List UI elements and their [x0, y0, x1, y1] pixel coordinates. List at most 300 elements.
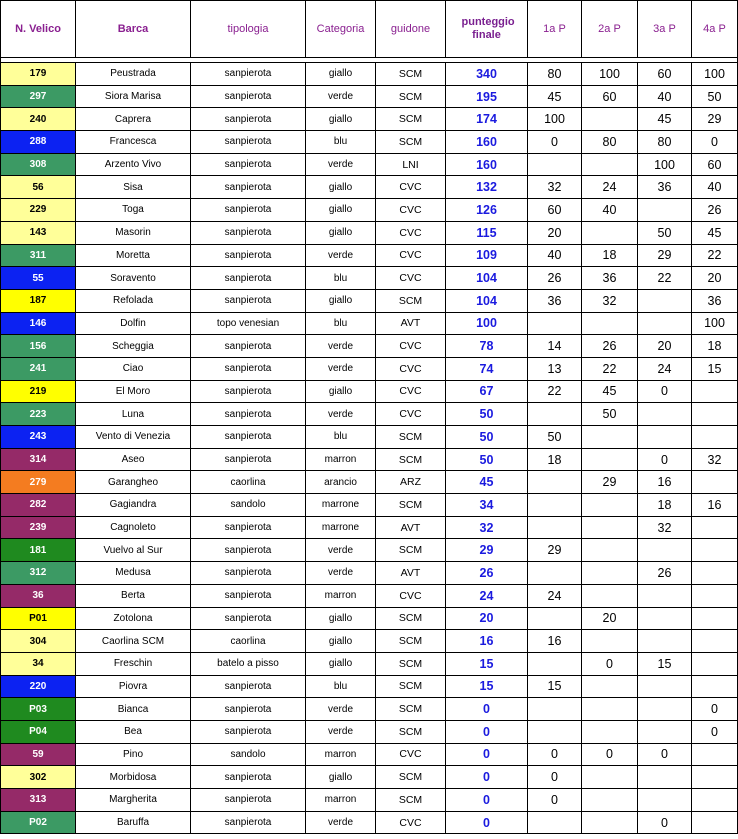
p2-cell [582, 766, 638, 789]
tipologia-cell: sanpierota [191, 516, 306, 539]
p4-cell [692, 652, 738, 675]
n-velico-cell: 243 [1, 426, 76, 449]
table-row [1, 85, 738, 108]
p1-cell: 24 [528, 584, 582, 607]
table-row [1, 131, 738, 154]
p3-cell [638, 312, 692, 335]
tipologia-cell: sanpierota [191, 720, 306, 743]
guidone-cell: SCM [376, 789, 446, 812]
p1-cell: 29 [528, 539, 582, 562]
n-velico-cell: 279 [1, 471, 76, 494]
barca-cell: Freschin [76, 652, 191, 675]
tipologia-cell: sanpierota [191, 766, 306, 789]
p3-cell: 60 [638, 63, 692, 86]
punteggio-cell: 115 [446, 221, 528, 244]
p4-cell: 0 [692, 720, 738, 743]
p4-cell: 16 [692, 494, 738, 517]
header-3a-p: 3a P [638, 1, 692, 58]
guidone-cell: SCM [376, 766, 446, 789]
guidone-cell: SCM [376, 720, 446, 743]
p1-cell: 18 [528, 448, 582, 471]
p1-cell: 0 [528, 766, 582, 789]
p3-cell: 22 [638, 267, 692, 290]
p1-cell [528, 562, 582, 585]
guidone-cell: SCM [376, 448, 446, 471]
p1-cell: 22 [528, 380, 582, 403]
punteggio-cell: 195 [446, 85, 528, 108]
p3-cell: 36 [638, 176, 692, 199]
p3-cell [638, 426, 692, 449]
p4-cell [692, 766, 738, 789]
categoria-cell: blu [306, 426, 376, 449]
guidone-cell: ARZ [376, 471, 446, 494]
header-punteggio-finale [446, 1, 528, 58]
p3-cell: 45 [638, 108, 692, 131]
table-row [1, 426, 738, 449]
p2-cell: 0 [582, 652, 638, 675]
tipologia-cell: topo venesian [191, 312, 306, 335]
guidone-cell: SCM [376, 607, 446, 630]
barca-cell: Siora Marisa [76, 85, 191, 108]
categoria-cell: giallo [306, 630, 376, 653]
guidone-cell: CVC [376, 380, 446, 403]
p2-cell: 20 [582, 607, 638, 630]
tipologia-cell: sanpierota [191, 357, 306, 380]
p4-cell [692, 630, 738, 653]
categoria-cell: verde [306, 403, 376, 426]
barca-cell: Garangheo [76, 471, 191, 494]
n-velico-cell: P01 [1, 607, 76, 630]
barca-cell: Pino [76, 743, 191, 766]
table-row [1, 199, 738, 222]
table-row [1, 720, 738, 743]
barca-cell: Berta [76, 584, 191, 607]
n-velico-cell: 229 [1, 199, 76, 222]
p1-cell [528, 494, 582, 517]
p3-cell: 0 [638, 380, 692, 403]
categoria-cell: verde [306, 539, 376, 562]
tipologia-cell: sanpierota [191, 153, 306, 176]
p3-cell [638, 630, 692, 653]
p2-cell: 40 [582, 199, 638, 222]
p4-cell [692, 380, 738, 403]
categoria-cell: giallo [306, 221, 376, 244]
p1-cell: 20 [528, 221, 582, 244]
tipologia-cell: sanpierota [191, 584, 306, 607]
categoria-cell: verde [306, 562, 376, 585]
table-row [1, 652, 738, 675]
n-velico-cell: 187 [1, 289, 76, 312]
p4-cell: 0 [692, 698, 738, 721]
p1-cell: 16 [528, 630, 582, 653]
p1-cell: 14 [528, 335, 582, 358]
table-row [1, 244, 738, 267]
barca-cell: Luna [76, 403, 191, 426]
p3-cell: 100 [638, 153, 692, 176]
categoria-cell: giallo [306, 607, 376, 630]
p4-cell [692, 403, 738, 426]
p1-cell [528, 516, 582, 539]
p4-cell: 100 [692, 63, 738, 86]
table-row [1, 789, 738, 812]
p3-cell [638, 199, 692, 222]
p3-cell: 16 [638, 471, 692, 494]
tipologia-cell: sanpierota [191, 176, 306, 199]
p4-cell: 26 [692, 199, 738, 222]
p4-cell: 22 [692, 244, 738, 267]
barca-cell: El Moro [76, 380, 191, 403]
p2-cell [582, 426, 638, 449]
p1-cell [528, 720, 582, 743]
p2-cell: 18 [582, 244, 638, 267]
p4-cell [692, 584, 738, 607]
punteggio-cell: 45 [446, 471, 528, 494]
p3-cell: 18 [638, 494, 692, 517]
punteggio-cell: 78 [446, 335, 528, 358]
categoria-cell: giallo [306, 176, 376, 199]
categoria-cell: verde [306, 244, 376, 267]
p2-cell: 29 [582, 471, 638, 494]
table-row [1, 403, 738, 426]
p3-cell [638, 584, 692, 607]
table-row [1, 289, 738, 312]
punteggio-cell: 100 [446, 312, 528, 335]
p1-cell: 15 [528, 675, 582, 698]
tipologia-cell: sanpierota [191, 108, 306, 131]
n-velico-cell: P04 [1, 720, 76, 743]
punteggio-cell: 0 [446, 811, 528, 834]
p4-cell [692, 743, 738, 766]
n-velico-cell: 240 [1, 108, 76, 131]
header-1a-p: 1a P [528, 1, 582, 58]
categoria-cell: giallo [306, 108, 376, 131]
table-row [1, 335, 738, 358]
barca-cell: Peustrada [76, 63, 191, 86]
tipologia-cell: caorlina [191, 471, 306, 494]
p1-cell: 0 [528, 789, 582, 812]
guidone-cell: SCM [376, 652, 446, 675]
punteggio-cell: 132 [446, 176, 528, 199]
guidone-cell: SCM [376, 675, 446, 698]
categoria-cell: giallo [306, 766, 376, 789]
p1-cell [528, 698, 582, 721]
categoria-cell: marrone [306, 516, 376, 539]
punteggio-cell: 74 [446, 357, 528, 380]
p2-cell: 45 [582, 380, 638, 403]
table-row [1, 63, 738, 86]
punteggio-cell: 50 [446, 426, 528, 449]
categoria-cell: verde [306, 720, 376, 743]
p3-cell [638, 720, 692, 743]
header-2a-p: 2a P [582, 1, 638, 58]
barca-cell: Caprera [76, 108, 191, 131]
p4-cell: 20 [692, 267, 738, 290]
categoria-cell: giallo [306, 289, 376, 312]
barca-cell: Bea [76, 720, 191, 743]
p3-cell: 32 [638, 516, 692, 539]
p3-cell [638, 675, 692, 698]
n-velico-cell: 308 [1, 153, 76, 176]
n-velico-cell: 55 [1, 267, 76, 290]
n-velico-cell: 34 [1, 652, 76, 675]
barca-cell: Dolfin [76, 312, 191, 335]
punteggio-cell: 50 [446, 448, 528, 471]
p2-cell: 32 [582, 289, 638, 312]
table-row [1, 380, 738, 403]
n-velico-cell: 314 [1, 448, 76, 471]
punteggio-cell: 50 [446, 403, 528, 426]
guidone-cell: CVC [376, 403, 446, 426]
table-body [1, 63, 738, 834]
p4-cell: 15 [692, 357, 738, 380]
tipologia-cell: sanpierota [191, 562, 306, 585]
p2-cell: 36 [582, 267, 638, 290]
tipologia-cell: sanpierota [191, 448, 306, 471]
p2-cell [582, 789, 638, 812]
tipologia-cell: sanpierota [191, 380, 306, 403]
p4-cell: 36 [692, 289, 738, 312]
p3-cell: 20 [638, 335, 692, 358]
n-velico-cell: 239 [1, 516, 76, 539]
table-row [1, 630, 738, 653]
punteggio-cell: 15 [446, 675, 528, 698]
table-row [1, 539, 738, 562]
p2-cell: 100 [582, 63, 638, 86]
p1-cell [528, 312, 582, 335]
p2-cell: 50 [582, 403, 638, 426]
punteggio-cell: 26 [446, 562, 528, 585]
punteggio-cell: 0 [446, 743, 528, 766]
p1-cell: 60 [528, 199, 582, 222]
tipologia-cell: sanpierota [191, 698, 306, 721]
p2-cell [582, 108, 638, 131]
categoria-cell: giallo [306, 63, 376, 86]
barca-cell: Piovra [76, 675, 191, 698]
n-velico-cell: 311 [1, 244, 76, 267]
barca-cell: Morbidosa [76, 766, 191, 789]
tipologia-cell: sanpierota [191, 811, 306, 834]
p1-cell [528, 607, 582, 630]
n-velico-cell: 297 [1, 85, 76, 108]
table-row [1, 357, 738, 380]
punteggio-cell: 126 [446, 199, 528, 222]
header-4a-p: 4a P [692, 1, 738, 58]
barca-cell: Scheggia [76, 335, 191, 358]
categoria-cell: giallo [306, 199, 376, 222]
barca-cell: Arzento Vivo [76, 153, 191, 176]
barca-cell: Masorin [76, 221, 191, 244]
header-punteggio-text: punteggio finale [461, 16, 515, 41]
guidone-cell: CVC [376, 176, 446, 199]
guidone-cell: SCM [376, 85, 446, 108]
categoria-cell: blu [306, 675, 376, 698]
table-row [1, 471, 738, 494]
barca-cell: Bianca [76, 698, 191, 721]
guidone-cell: SCM [376, 131, 446, 154]
n-velico-cell: 156 [1, 335, 76, 358]
tipologia-cell: sanpierota [191, 607, 306, 630]
p3-cell: 0 [638, 448, 692, 471]
header-row [1, 1, 738, 58]
tipologia-cell: sanpierota [191, 335, 306, 358]
p4-cell [692, 811, 738, 834]
categoria-cell: giallo [306, 652, 376, 675]
table-row [1, 267, 738, 290]
barca-cell: Medusa [76, 562, 191, 585]
p2-cell: 80 [582, 131, 638, 154]
p4-cell: 29 [692, 108, 738, 131]
punteggio-cell: 16 [446, 630, 528, 653]
categoria-cell: verde [306, 357, 376, 380]
p3-cell: 50 [638, 221, 692, 244]
p4-cell [692, 607, 738, 630]
p1-cell [528, 811, 582, 834]
guidone-cell: CVC [376, 584, 446, 607]
barca-cell: Aseo [76, 448, 191, 471]
tipologia-cell: sandolo [191, 743, 306, 766]
p1-cell [528, 403, 582, 426]
punteggio-cell: 67 [446, 380, 528, 403]
p3-cell: 0 [638, 811, 692, 834]
p1-cell: 40 [528, 244, 582, 267]
p2-cell [582, 221, 638, 244]
guidone-cell: SCM [376, 698, 446, 721]
punteggio-cell: 104 [446, 267, 528, 290]
categoria-cell: verde [306, 811, 376, 834]
categoria-cell: verde [306, 153, 376, 176]
p4-cell [692, 516, 738, 539]
p1-cell [528, 153, 582, 176]
tipologia-cell: sanpierota [191, 289, 306, 312]
p4-cell: 50 [692, 85, 738, 108]
p3-cell: 24 [638, 357, 692, 380]
p2-cell [582, 562, 638, 585]
punteggio-cell: 109 [446, 244, 528, 267]
categoria-cell: blu [306, 131, 376, 154]
guidone-cell: CVC [376, 199, 446, 222]
punteggio-cell: 32 [446, 516, 528, 539]
p3-cell [638, 698, 692, 721]
categoria-cell: giallo [306, 380, 376, 403]
categoria-cell: marron [306, 448, 376, 471]
tipologia-cell: sanpierota [191, 63, 306, 86]
tipologia-cell: sandolo [191, 494, 306, 517]
p2-cell [582, 494, 638, 517]
p1-cell: 45 [528, 85, 582, 108]
p4-cell: 40 [692, 176, 738, 199]
p1-cell: 0 [528, 131, 582, 154]
guidone-cell: AVT [376, 312, 446, 335]
table-row [1, 584, 738, 607]
p2-cell [582, 153, 638, 176]
p4-cell [692, 471, 738, 494]
categoria-cell: marron [306, 743, 376, 766]
barca-cell: Toga [76, 199, 191, 222]
p3-cell [638, 539, 692, 562]
p2-cell [582, 312, 638, 335]
punteggio-cell: 24 [446, 584, 528, 607]
p2-cell [582, 539, 638, 562]
table-row [1, 698, 738, 721]
table-row [1, 743, 738, 766]
n-velico-cell: 282 [1, 494, 76, 517]
categoria-cell: blu [306, 312, 376, 335]
p2-cell: 60 [582, 85, 638, 108]
p3-cell: 26 [638, 562, 692, 585]
guidone-cell: SCM [376, 426, 446, 449]
p3-cell: 40 [638, 85, 692, 108]
table-row [1, 516, 738, 539]
header-tipologia: tipologia [191, 1, 306, 58]
p3-cell: 80 [638, 131, 692, 154]
tipologia-cell: sanpierota [191, 403, 306, 426]
p1-cell: 13 [528, 357, 582, 380]
p3-cell [638, 766, 692, 789]
tipologia-cell: caorlina [191, 630, 306, 653]
guidone-cell: AVT [376, 562, 446, 585]
table-row [1, 675, 738, 698]
guidone-cell: SCM [376, 539, 446, 562]
n-velico-cell: 313 [1, 789, 76, 812]
p3-cell [638, 403, 692, 426]
categoria-cell: verde [306, 335, 376, 358]
p3-cell [638, 289, 692, 312]
n-velico-cell: 241 [1, 357, 76, 380]
p2-cell: 24 [582, 176, 638, 199]
punteggio-cell: 0 [446, 789, 528, 812]
categoria-cell: verde [306, 698, 376, 721]
p2-cell [582, 584, 638, 607]
guidone-cell: CVC [376, 357, 446, 380]
table-row [1, 221, 738, 244]
p1-cell: 0 [528, 743, 582, 766]
n-velico-cell: 312 [1, 562, 76, 585]
p1-cell: 100 [528, 108, 582, 131]
p3-cell [638, 789, 692, 812]
p1-cell: 80 [528, 63, 582, 86]
table-row [1, 176, 738, 199]
punteggio-cell: 0 [446, 720, 528, 743]
table-row [1, 766, 738, 789]
table-row [1, 607, 738, 630]
n-velico-cell: 56 [1, 176, 76, 199]
p4-cell: 45 [692, 221, 738, 244]
p2-cell [582, 516, 638, 539]
tipologia-cell: sanpierota [191, 426, 306, 449]
guidone-cell: CVC [376, 267, 446, 290]
p4-cell [692, 539, 738, 562]
n-velico-cell: 146 [1, 312, 76, 335]
header-barca: Barca [76, 1, 191, 58]
guidone-cell: CVC [376, 335, 446, 358]
p4-cell [692, 789, 738, 812]
table-row [1, 108, 738, 131]
barca-cell: Vuelvo al Sur [76, 539, 191, 562]
punteggio-cell: 0 [446, 766, 528, 789]
punteggio-cell: 0 [446, 698, 528, 721]
barca-cell: Vento di Venezia [76, 426, 191, 449]
n-velico-cell: 59 [1, 743, 76, 766]
p2-cell [582, 720, 638, 743]
tipologia-cell: sanpierota [191, 199, 306, 222]
guidone-cell: LNI [376, 153, 446, 176]
n-velico-cell: 288 [1, 131, 76, 154]
barca-cell: Margherita [76, 789, 191, 812]
guidone-cell: SCM [376, 108, 446, 131]
barca-cell: Soravento [76, 267, 191, 290]
barca-cell: Refolada [76, 289, 191, 312]
punteggio-cell: 104 [446, 289, 528, 312]
